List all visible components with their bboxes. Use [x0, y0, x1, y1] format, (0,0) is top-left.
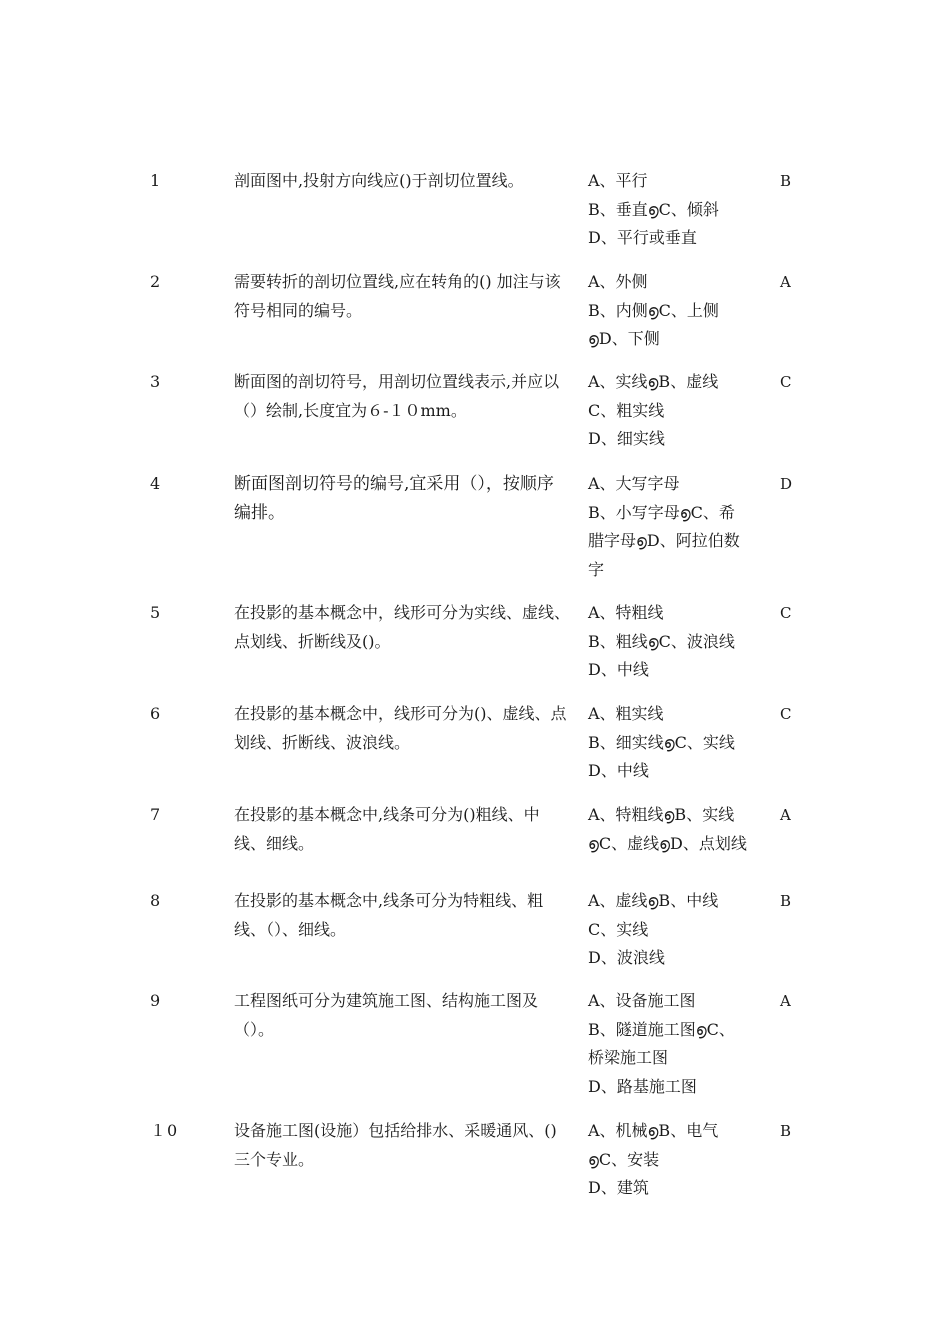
- option-line: A、粗实线: [588, 704, 664, 723]
- answer-key: C: [780, 705, 792, 723]
- answer-key: B: [780, 172, 792, 190]
- question-text: 在投影的基本概念中,线条可分为特粗线、粗线、（）、细线。: [234, 891, 544, 939]
- option-line: D、波浪线: [588, 948, 665, 967]
- option-line: D、细实线: [588, 429, 665, 448]
- question-options: [588, 268, 768, 354]
- answer-key: A: [780, 992, 791, 1010]
- question-number: 7: [150, 805, 162, 824]
- option-line: D、中线: [588, 761, 649, 780]
- question-options: [588, 887, 768, 973]
- question-number: 2: [150, 272, 162, 291]
- question-options: [588, 987, 768, 1101]
- question-number: 9: [150, 991, 162, 1010]
- option-line: B、粗线൭C、波浪线: [588, 631, 735, 651]
- option-line: A、机械൭B、电气: [588, 1121, 719, 1140]
- question-text: 工程图纸可分为建筑施工图、结构施工图及（）。: [234, 991, 539, 1039]
- question-options: [588, 599, 768, 685]
- option-line: D、建筑: [588, 1178, 649, 1197]
- option-line: ൭C、安装: [588, 1149, 660, 1169]
- option-line: D、中线: [588, 660, 649, 679]
- option-line: 字: [588, 559, 605, 579]
- question-text: 设备施工图(设施）包括给排水、采暖通风、() 三个专业。: [234, 1121, 557, 1169]
- question-options: [588, 700, 768, 786]
- question-text: 在投影的基本概念中，线形可分为实线、虚线、点划线、折断线及()。: [234, 603, 571, 651]
- option-line: ൭C、虚线൭D、点划线: [588, 833, 747, 853]
- question-options: [588, 470, 768, 584]
- option-line: D、路基施工图: [588, 1076, 697, 1096]
- option-line: A、外侧: [588, 272, 648, 291]
- question-text: 在投影的基本概念中，线形可分为()、虚线、点划线、折断线、波浪线。: [234, 704, 567, 752]
- answer-key: B: [780, 1122, 792, 1140]
- question-number: 4: [150, 474, 162, 493]
- option-line: A、大写字母: [588, 474, 680, 493]
- option-line: A、特粗线൭B、实线: [588, 805, 735, 824]
- option-line: B、小写字母൭C、希: [588, 502, 735, 522]
- answer-key: B: [780, 892, 792, 910]
- question-number: 3: [150, 372, 162, 391]
- question-options: [588, 1117, 768, 1203]
- answer-key: A: [780, 806, 791, 824]
- option-line: 桥梁施工图: [588, 1048, 669, 1067]
- question-text: 断面图的剖切符号，用剖切位置线表示,并应以（）绘制,长度宜为６-１０mm。: [234, 372, 560, 420]
- answer-key: C: [780, 373, 792, 391]
- question-options: [588, 801, 768, 858]
- option-line: B、垂直൭C、倾斜: [588, 199, 719, 219]
- option-line: B、细实线൭C、实线: [588, 732, 735, 752]
- answer-key: D: [780, 475, 793, 493]
- option-line: A、实线൭B、虚线: [588, 372, 719, 391]
- option-line: B、内侧൭C、上侧: [588, 300, 719, 320]
- option-line: C、粗实线: [588, 400, 665, 420]
- question-number: 1: [150, 171, 162, 190]
- question-options: [588, 167, 768, 253]
- option-line: A、设备施工图: [588, 991, 696, 1010]
- option-line: D、平行或垂直: [588, 228, 697, 247]
- option-line: B、隧道施工图൭C、: [588, 1019, 735, 1039]
- question-text: 在投影的基本概念中,线条可分为()粗线、中线、细线。: [234, 805, 540, 853]
- option-line: ൭D、下侧: [588, 329, 660, 348]
- question-text: 剖面图中,投射方向线应()于剖切位置线。: [234, 171, 524, 190]
- question-number: 6: [150, 704, 162, 723]
- option-line: C、实线: [588, 919, 649, 939]
- question-options: [588, 368, 768, 454]
- question-text: 需要转折的剖切位置线,应在转角的() 加注与该符号相同的编号。: [234, 272, 561, 320]
- option-line: 腊字母൭D、阿拉伯数: [588, 531, 740, 550]
- question-text: 断面图剖切符号的编号,宜采用（），按顺序编排。: [234, 474, 554, 523]
- option-line: A、平行: [588, 171, 648, 190]
- question-number: １0: [150, 1121, 179, 1140]
- question-number: 5: [150, 603, 162, 622]
- answer-key: C: [780, 604, 792, 622]
- question-number: 8: [150, 891, 162, 910]
- option-line: A、特粗线: [588, 603, 664, 622]
- option-line: A、虚线൭B、中线: [588, 891, 719, 910]
- answer-key: A: [780, 273, 791, 291]
